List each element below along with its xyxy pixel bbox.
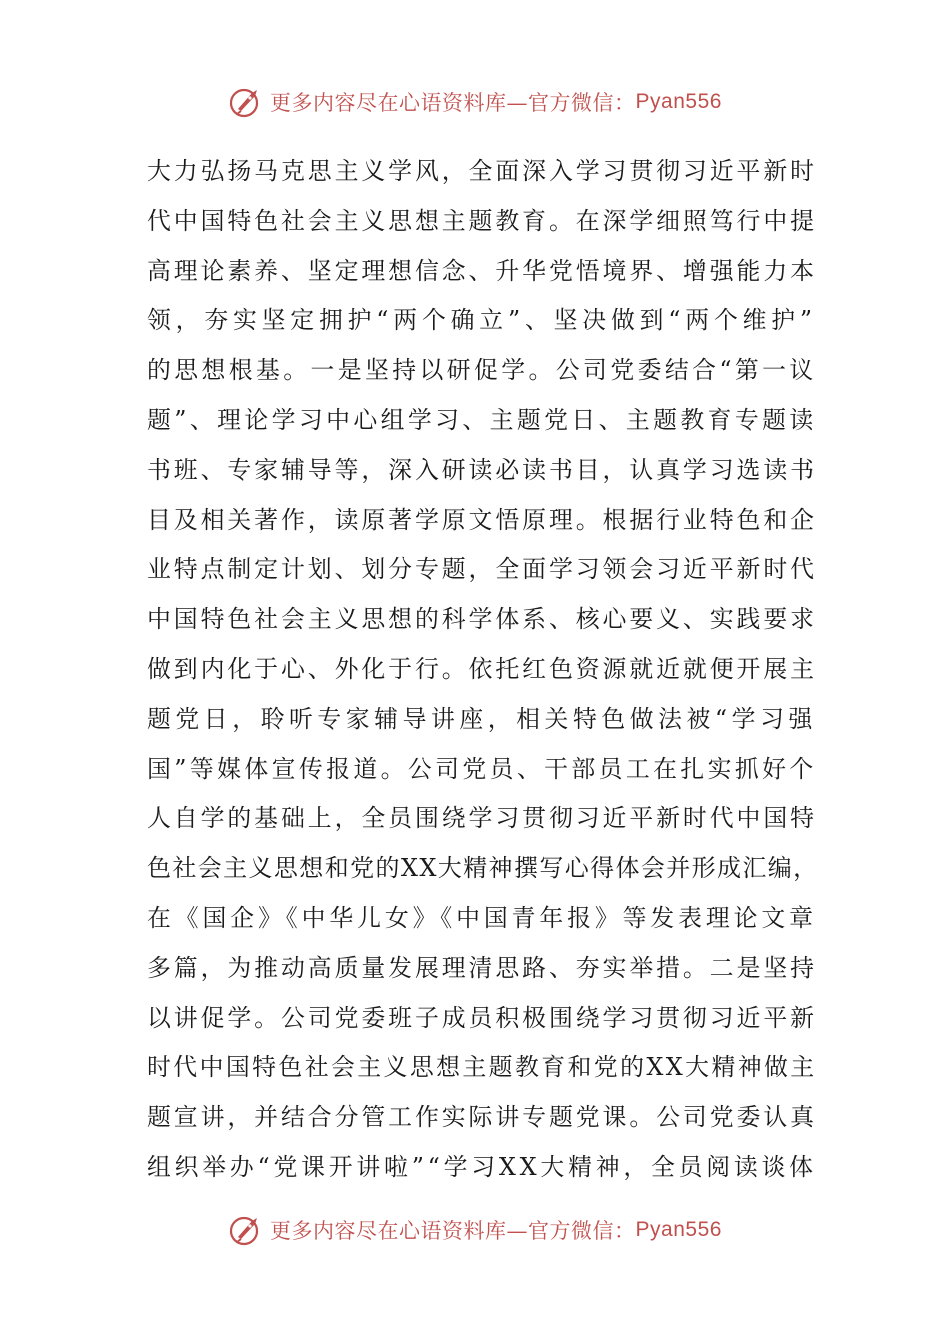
header-banner-handle: Pyan556 (635, 90, 722, 113)
paragraph-line: 在《国企》《中华儿女》《中国青年报》等发表理论文章 (147, 903, 817, 932)
paragraph-line: 中国特色社会主义思想的科学体系、核心要义、实践要求 (147, 605, 817, 634)
paragraph-line: 题党日，聆听专家辅导讲座，相关特色做法被“学习强 (147, 704, 817, 733)
paragraph-line: 国”等媒体宣传报道。公司党员、干部员工在扎实抓好个 (147, 754, 817, 783)
paragraph-line: 业特点制定计划、划分专题，全面学习领会习近平新时代 (147, 555, 817, 584)
footer-banner (0, 1208, 950, 1252)
header-banner (0, 80, 950, 124)
paragraph-line: 多篇，为推动高质量发展理清思路、夯实举措。二是坚持 (147, 953, 817, 982)
paragraph-line: 色社会主义思想和党的XX大精神撰写心得体会并形成汇编， (147, 854, 819, 883)
paragraph-line: 书班、专家辅导等，深入研读必读书目，认真学习选读书 (147, 455, 817, 484)
paragraph-line: 的思想根基。一是坚持以研促学。公司党委结合“第一议 (147, 356, 817, 385)
paragraph-line: 领，夯实坚定拥护“两个确立”、坚决做到“两个维护” (147, 306, 817, 335)
paragraph-line: 以讲促学。公司党委班子成员积极围绕学习贯彻习近平新 (147, 1003, 817, 1032)
paragraph-line: 时代中国特色社会主义思想主题教育和党的XX大精神做主 (147, 1053, 817, 1082)
document-body (147, 147, 817, 1193)
pen-nib-logo-icon (228, 84, 264, 120)
paragraph-line: 组织举办“党课开讲啦”“学习XX大精神，全员阅读谈体 (147, 1152, 817, 1181)
paragraph-line: 代中国特色社会主义思想主题教育。在深学细照笃行中提 (147, 206, 817, 235)
paragraph-line: 做到内化于心、外化于行。依托红色资源就近就便开展主 (147, 654, 817, 683)
paragraph-line: 大力弘扬马克思主义学风，全面深入学习贯彻习近平新时 (147, 157, 817, 185)
paragraph-line: 目及相关著作，读原著学原文悟原理。根据行业特色和企 (147, 505, 817, 534)
footer-banner-text: 更多内容尽在心语资料库—官方微信： (270, 1219, 636, 1243)
paragraph-line: 题”、理论学习中心组学习、主题党日、主题教育专题读 (147, 405, 817, 434)
pen-nib-logo-icon (228, 1212, 264, 1248)
header-banner-text: 更多内容尽在心语资料库—官方微信： (270, 91, 636, 115)
paragraph-line: 高理论素养、坚定理想信念、升华党悟境界、增强能力本 (147, 256, 817, 285)
paragraph-line: 人自学的基础上，全员围绕学习贯彻习近平新时代中国特 (147, 804, 817, 833)
footer-banner-handle: Pyan556 (635, 1218, 722, 1241)
paragraph-line: 题宣讲，并结合分管工作实际讲专题党课。公司党委认真 (147, 1103, 817, 1132)
